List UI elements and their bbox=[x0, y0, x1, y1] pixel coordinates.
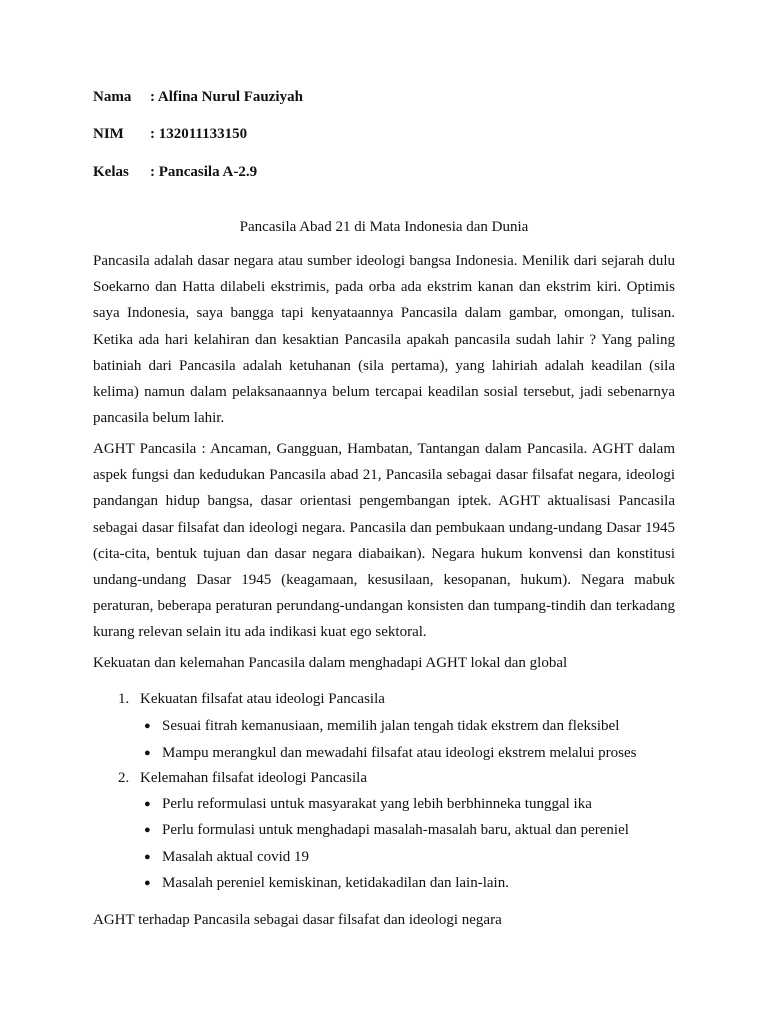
bullet-icon: ● bbox=[144, 747, 151, 759]
bullet-text: Sesuai fitrah kemanusiaan, memilih jalan tengah tidak ekstrem dan fleksibel bbox=[162, 718, 620, 734]
list-item-1-number: 1. bbox=[118, 691, 130, 707]
bullet-text: Perlu reformulasi untuk masyarakat yang lebih berbhinneka tunggal ika bbox=[162, 796, 592, 812]
meta-nama bbox=[93, 88, 303, 106]
bullet-text: Perlu formulasi untuk menghadapi masalah-masalah baru, aktual dan pereniel bbox=[162, 822, 629, 838]
document-title: Pancasila Abad 21 di Mata Indonesia dan Dunia bbox=[239, 219, 529, 235]
bullet-item bbox=[144, 717, 619, 735]
meta-nim-label: NIM bbox=[93, 126, 124, 142]
meta-nim-value: : 132011133150 bbox=[150, 126, 248, 142]
bullet-icon: ● bbox=[144, 877, 151, 889]
meta-nama-value: : Alfina Nurul Fauziyah bbox=[150, 89, 303, 105]
meta-nama-label: Nama bbox=[93, 89, 132, 105]
bullet-icon: ● bbox=[144, 851, 151, 863]
bullet-text: Mampu merangkul dan mewadahi filsafat atau ideologi ekstrem melalui proses bbox=[162, 745, 637, 761]
meta-nim bbox=[93, 125, 247, 143]
list-item-2-label: Kelemahan filsafat ideologi Pancasila bbox=[140, 770, 367, 786]
paragraph-2: AGHT Pancasila : Ancaman, Gangguan, Hambatan, Tantangan dalam Pancasila. AGHT dalam aspek fungsi dan kedudukan Pancasila abad 21, Pancasila sebagai dasar filsafat negara, ideologi pandangan hidup bangsa, dasar orientasi pengembangan iptek. AGHT aktualisasi Pancasila sebagai dasar filsafat dan ideologi negara. Pancasila dan pembukaan undang-undang Dasar 1945 (cita-cita, bentuk tujuan dan dasar negara diabaikan). Negara hukum konvensi dan konstitusi undang-undang Dasar 1945 (keagamaan, kesusilaan, kesopanan, hukum). Negara mabuk peraturan, beberapa peraturan perundang-undangan konsisten dan tumpang-tindih dan terkadang kurang relevan selain itu ada indikasi kuat ego sektoral. bbox=[93, 441, 675, 641]
bullet-icon: ● bbox=[144, 824, 151, 836]
meta-kelas-value: : Pancasila A-2.9 bbox=[150, 164, 258, 180]
closing-line: AGHT terhadap Pancasila sebagai dasar filsafat dan ideologi negara bbox=[93, 912, 502, 928]
bullet-icon: ● bbox=[144, 798, 151, 810]
bullet-item bbox=[144, 744, 636, 762]
bullet-icon: ● bbox=[144, 720, 151, 732]
paragraph-1: Pancasila adalah dasar negara atau sumber ideologi bangsa Indonesia. Menilik dari sejarah dulu Soekarno dan Hatta dilabeli ekstrimis, pada orba ada ekstrim kanan dan ekstrim kiri. Optimis saya Indonesia, saya bangga tapi kenyataannya Pancasila dalam gambar, omongan, tulisan. Ketika ada hari kelahiran dan kesaktian Pancasila apakah pancasila sudah lahir ? Yang paling batiniah dari Pancasila adalah ketuhanan (sila pertama), yang lahiriah adalah keadilan (sila kelima) namun dalam pelaksanaannya belum tercapai keadilan sosial tersebut, jadi sebenarnya pancasila belum lahir. bbox=[93, 253, 675, 427]
section-intro: Kekuatan dan kelemahan Pancasila dalam menghadapi AGHT lokal dan global bbox=[93, 655, 568, 671]
list-item-1 bbox=[118, 690, 385, 708]
bullet-text: Masalah pereniel kemiskinan, ketidakadilan dan lain-lain. bbox=[162, 875, 509, 891]
bullet-item bbox=[144, 848, 309, 866]
list-item-1-label: Kekuatan filsafat atau ideologi Pancasila bbox=[140, 691, 385, 707]
bullet-text: Masalah aktual covid 19 bbox=[162, 849, 310, 865]
bullet-item bbox=[144, 874, 509, 892]
list-item-2 bbox=[118, 769, 367, 787]
meta-kelas bbox=[93, 163, 257, 181]
meta-kelas-label: Kelas bbox=[93, 164, 129, 180]
list-item-2-number: 2. bbox=[118, 770, 130, 786]
bullet-item bbox=[144, 821, 629, 839]
bullet-item bbox=[144, 795, 592, 813]
